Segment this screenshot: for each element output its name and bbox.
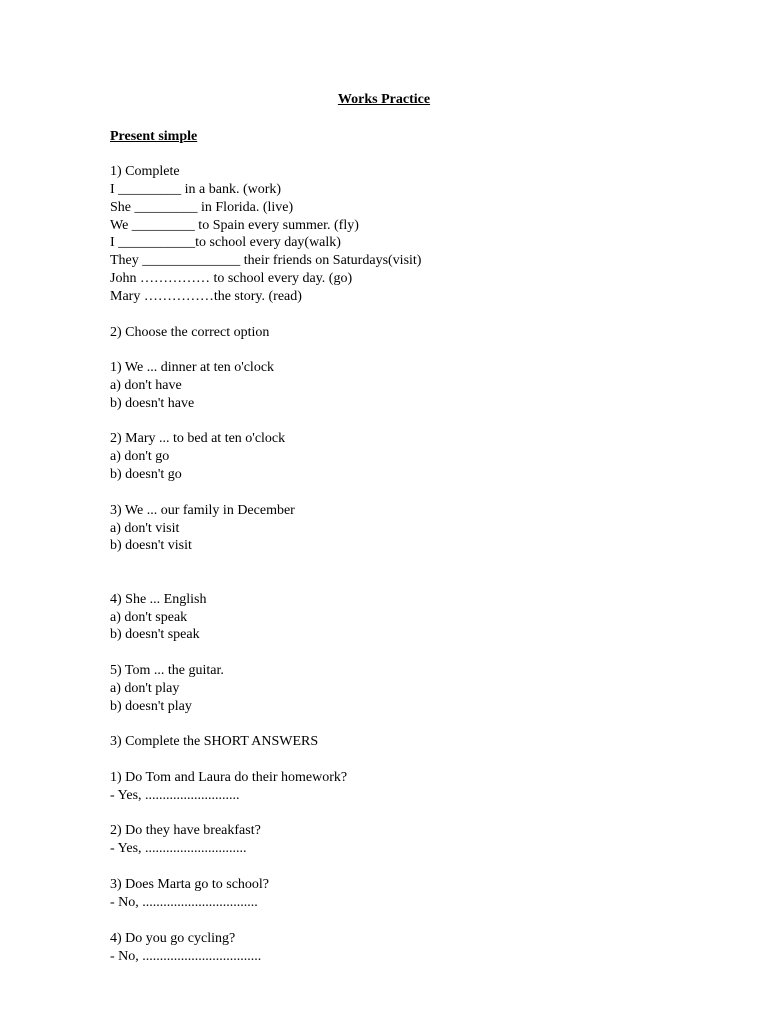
choice-question-5: 5) Tom ... the guitar. <box>110 663 224 678</box>
choice-option-a: a) don't go <box>110 449 170 464</box>
choice-option-a: a) don't speak <box>110 610 188 625</box>
choice-question-4: 4) She ... English <box>110 592 207 607</box>
short-answer-question-2: 2) Do they have breakfast? <box>110 823 261 838</box>
choice-option-b: b) doesn't go <box>110 467 182 482</box>
short-answer-blank-4: - No, .................................. <box>110 949 262 964</box>
choice-option-b: b) doesn't visit <box>110 538 192 553</box>
complete-item-1: I _________ in a bank. (work) <box>110 182 282 197</box>
choice-question-2: 2) Mary ... to bed at ten o'clock <box>110 431 286 446</box>
short-answer-blank-1: - Yes, ........................... <box>110 788 240 803</box>
choice-option-a: a) don't have <box>110 378 182 393</box>
complete-item-6: John …………… to school every day. (go) <box>110 271 353 286</box>
section-subtitle: Present simple <box>110 129 198 144</box>
choice-option-a: a) don't play <box>110 681 180 696</box>
complete-item-3: We _________ to Spain every summer. (fly) <box>110 218 359 233</box>
choice-option-b: b) doesn't speak <box>110 627 200 642</box>
choice-option-a: a) don't visit <box>110 521 180 536</box>
section1-heading: 1) Complete <box>110 164 180 179</box>
complete-item-7: Mary ……………the story. (read) <box>110 289 302 304</box>
section2-heading: 2) Choose the correct option <box>110 325 270 340</box>
choice-option-b: b) doesn't play <box>110 699 192 714</box>
complete-item-5: They ______________ their friends on Saturdays(visit) <box>110 253 422 268</box>
short-answer-blank-3: - No, ................................. <box>110 895 258 910</box>
section3-heading: 3) Complete the SHORT ANSWERS <box>110 734 319 749</box>
choice-option-b: b) doesn't have <box>110 396 195 411</box>
complete-item-2: She _________ in Florida. (live) <box>110 200 294 215</box>
choice-question-3: 3) We ... our family in December <box>110 503 295 518</box>
complete-item-4: I ___________to school every day(walk) <box>110 235 341 250</box>
short-answer-blank-2: - Yes, ............................. <box>110 841 247 856</box>
short-answer-question-3: 3) Does Marta go to school? <box>110 877 270 892</box>
short-answer-question-4: 4) Do you go cycling? <box>110 931 236 946</box>
choice-question-1: 1) We ... dinner at ten o'clock <box>110 360 275 375</box>
short-answer-question-1: 1) Do Tom and Laura do their homework? <box>110 770 348 785</box>
document-title: Works Practice <box>337 92 431 107</box>
